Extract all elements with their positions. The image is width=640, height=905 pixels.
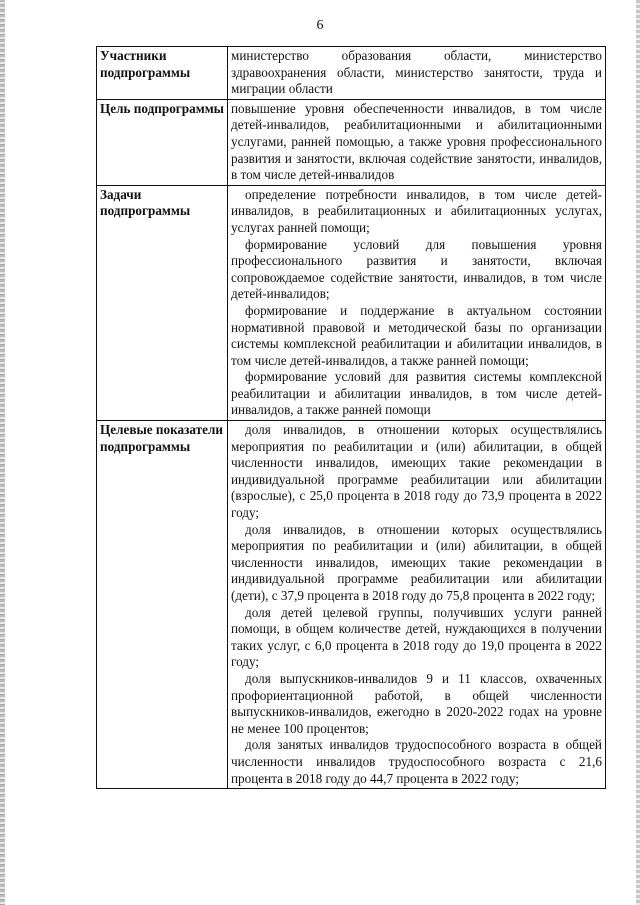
row-content (228, 47, 606, 100)
table-row-tasks (97, 185, 606, 420)
row-content (228, 185, 606, 420)
page-number: 6 (316, 18, 324, 33)
row-label: Цель подпрограммы (97, 99, 228, 185)
row-label: Участники подпрограммы (97, 47, 228, 100)
row-content (228, 421, 606, 789)
content-paragraph: формирование и поддержание в актуальном состоянии нормативной правовой и методической базы по организации системы комплексной реабилитации и абилитации инвалидов, в том числе детей-инвалидов, а также ранней помощи; (231, 302, 602, 368)
row-content (228, 99, 606, 185)
content-paragraph: доля инвалидов, в отношении которых осуществлялись мероприятия по реабилитации и (или) абилитации, в общей численности инвалидов, имеющих такие рекомендации в индивидуальной программе реабилитации или абилитации (взрослые), с 25,0 процента в 2018 году до 73,9 процента в 2022 году; (231, 422, 602, 521)
content-paragraph: доля выпускников-инвалидов 9 и 11 классов, охваченных профориентационной работой, в общей численности выпускников-инвалидов, ежегодно в 2020-2022 годах на уровне не менее 100 процентов; (231, 670, 602, 736)
row-label: Целевые показатели подпрограммы (97, 421, 228, 789)
table-row-participants (97, 47, 606, 100)
table-row-indicators (97, 421, 606, 789)
content-paragraph: доля занятых инвалидов трудоспособного возраста в общей численности инвалидов трудоспособного возраста с 21,6 процента в 2018 году до 44,7 процента в 2022 году; (231, 737, 602, 786)
row-label: Задачи подпрограммы (97, 185, 228, 420)
scan-edge-left (0, 0, 5, 905)
content-paragraph: повышение уровня обеспеченности инвалидов, в том числе детей-инвалидов, реабилитационными и абилитационными услугами, ранней помощью, а также уровня профессионального развития и занятости, включая содействие занятости, инвалидов, в том числе детей-инвалидов (231, 100, 602, 183)
content-paragraph: доля инвалидов, в отношении которых осуществлялись мероприятия по реабилитации и (или) абилитации, в общей численности инвалидов, имеющих такие рекомендации в индивидуальной программе реабилитации или абилитации (дети), с 37,9 процента в 2018 году до 75,8 процента в 2022 году; (231, 521, 602, 603)
scan-edge-right (636, 0, 640, 905)
content-paragraph: министерство образования области, министерство здравоохранения области, министерство занятости, труда и миграции области (231, 48, 602, 97)
content-paragraph: формирование условий для повышения уровня профессионального развития и занятости, включая сопровождаемое содействие занятости, инвалидов, в том числе детей-инвалидов; (231, 236, 602, 302)
content-paragraph: формирование условий для развития системы комплексной реабилитации и абилитации инвалидов, в том числе детей-инвалидов, а также ранней помощи (231, 369, 602, 418)
content-paragraph: определение потребности инвалидов, в том числе детей-инвалидов, в реабилитационных и абилитационных услугах, услугах ранней помощи; (231, 186, 602, 235)
table-row-goal (97, 99, 606, 185)
subprogram-passport-table (96, 46, 606, 789)
content-paragraph: доля детей целевой группы, получивших услуги ранней помощи, в общем количестве детей, нуждающихся в получении таких услуг, с 6,0 процента в 2018 году до 19,0 процента в 2022 году; (231, 604, 602, 670)
